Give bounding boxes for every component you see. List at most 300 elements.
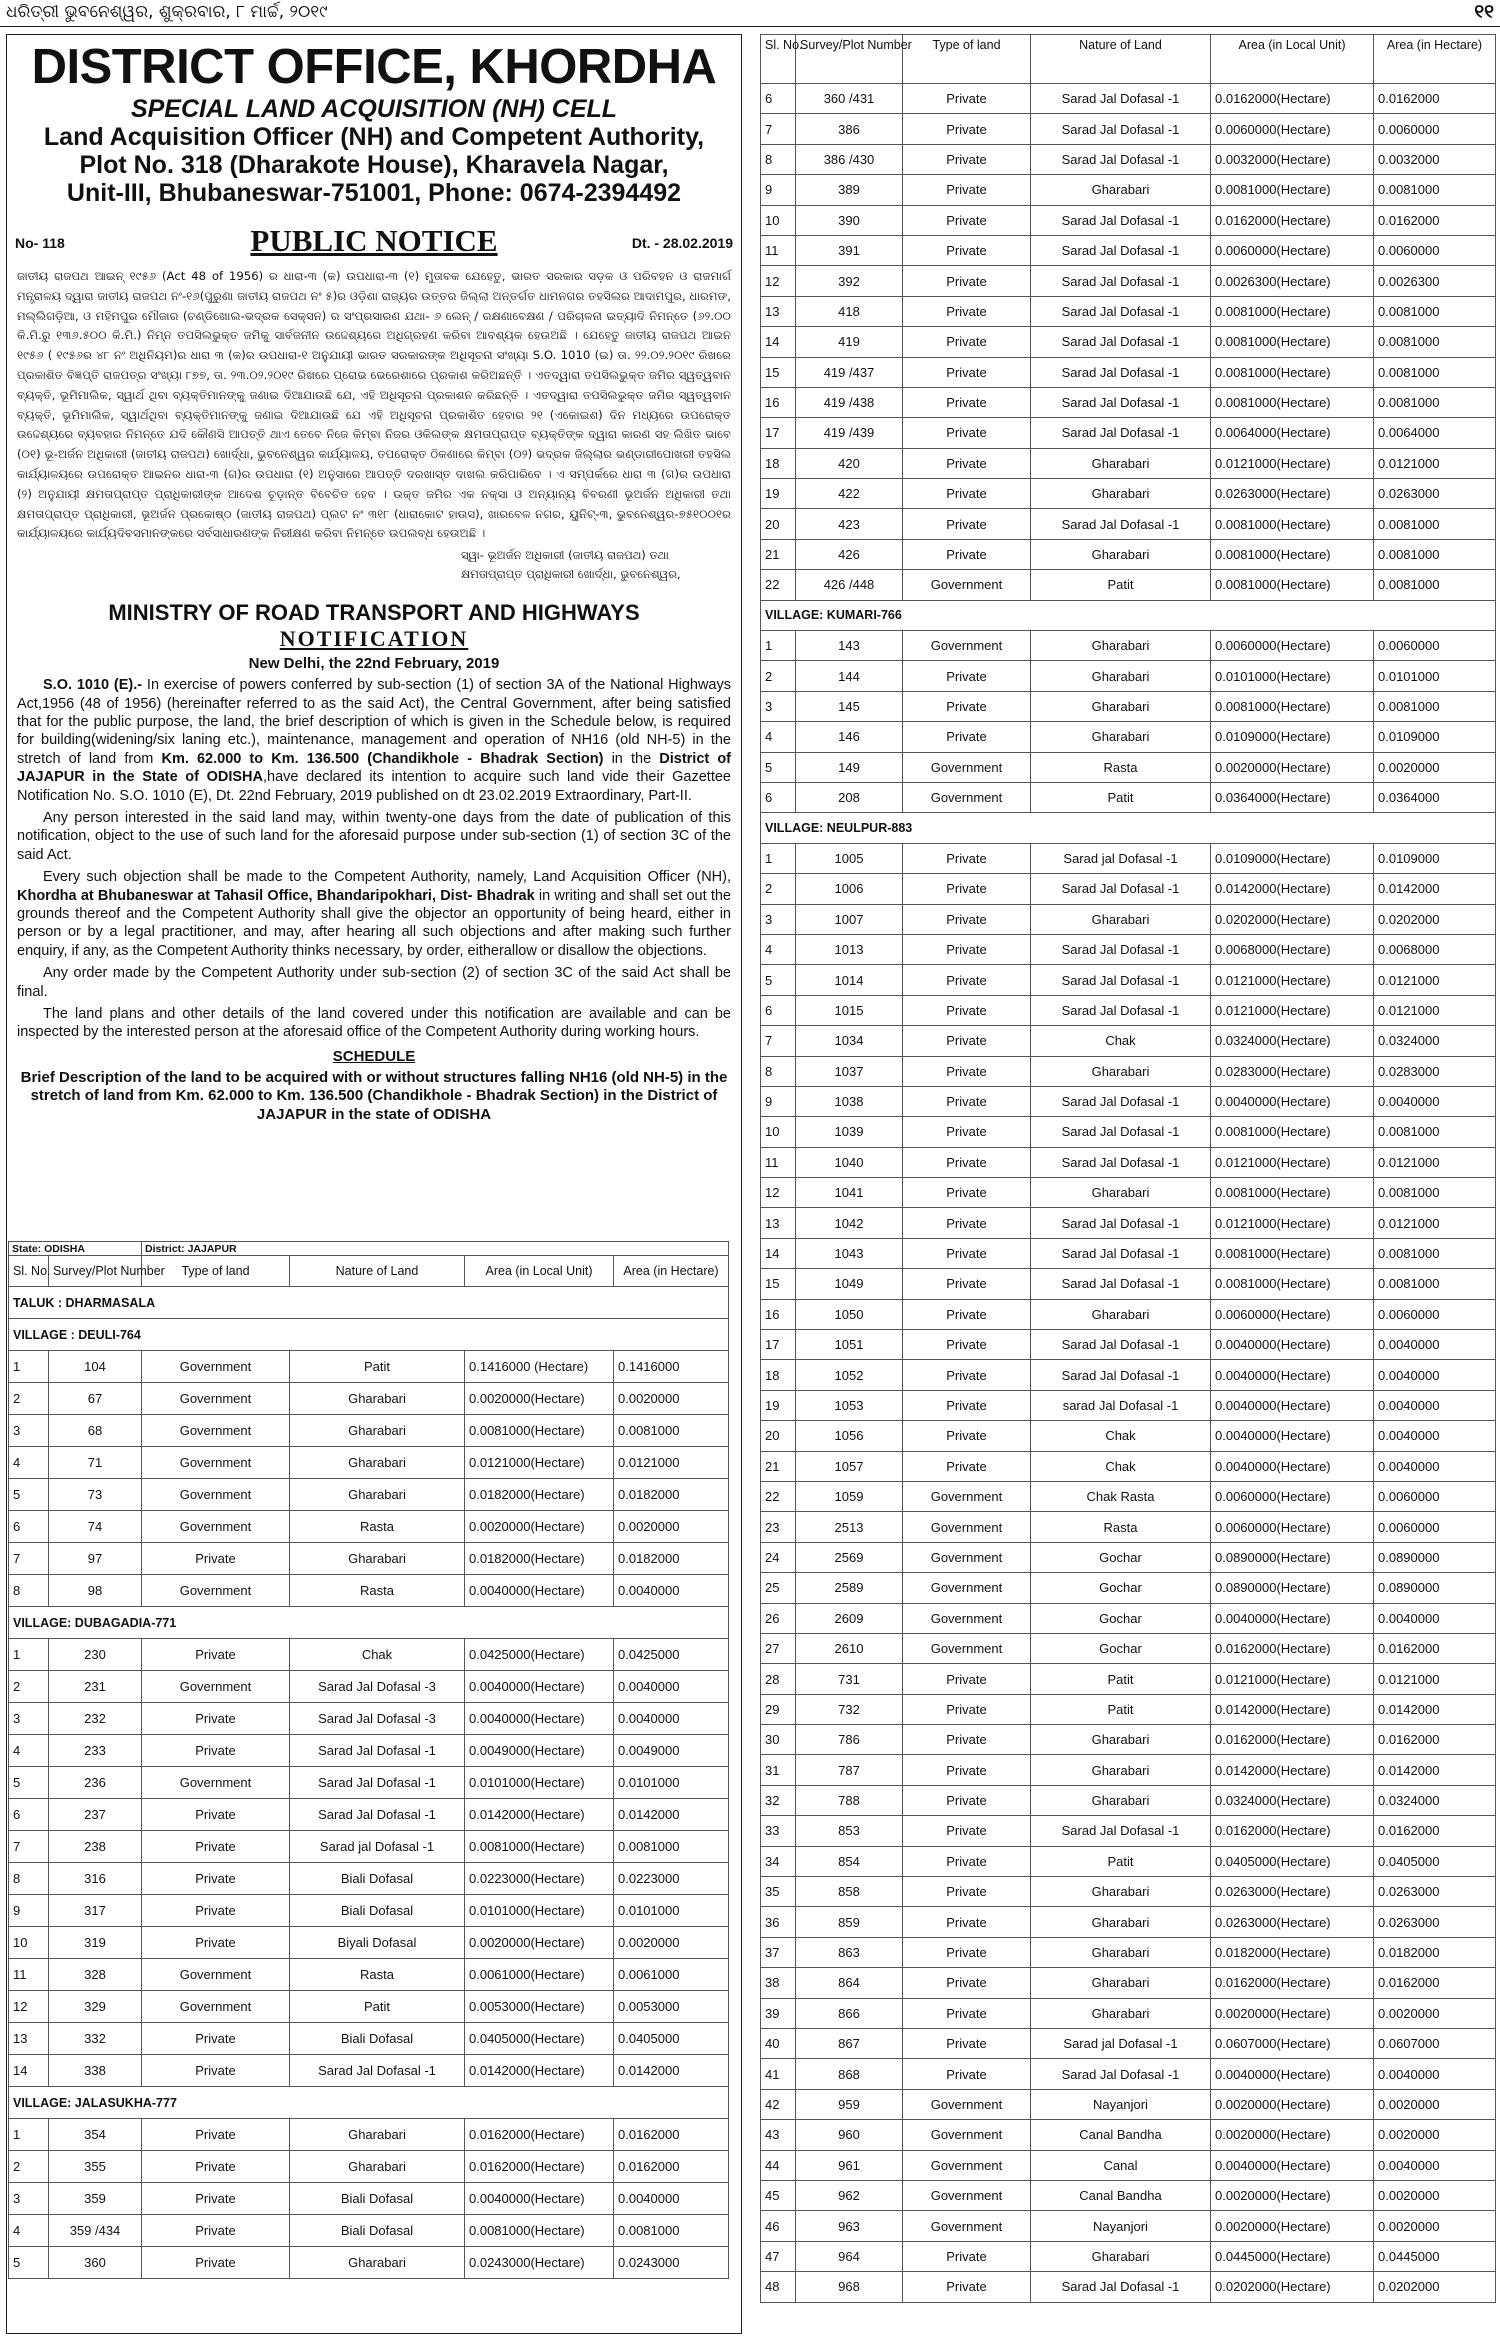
area-local-cell: 0.0223000(Hectare): [465, 1863, 614, 1895]
area-local-cell: 0.0162000(Hectare): [1211, 1633, 1374, 1663]
land-type-cell: Government: [903, 2150, 1031, 2180]
survey-number-cell: 360: [49, 2247, 142, 2279]
sl-no-cell: 1: [9, 1639, 49, 1671]
area-local-cell: 0.0202000(Hectare): [1211, 2272, 1374, 2302]
area-hectare-cell: 0.0081000: [1374, 296, 1496, 326]
table-row: [761, 2059, 1496, 2089]
col-header-sl: Sl. No.: [761, 35, 796, 84]
survey-number-cell: 1037: [796, 1056, 903, 1086]
village-heading-row: [761, 600, 1496, 630]
survey-number-cell: 68: [49, 1415, 142, 1447]
survey-number-cell: 1040: [796, 1147, 903, 1177]
table-row: [761, 1269, 1496, 1299]
land-type-cell: Private: [142, 2055, 290, 2087]
survey-number-cell: 236: [49, 1767, 142, 1799]
area-local-cell: 0.0040000(Hectare): [1211, 1603, 1374, 1633]
area-local-cell: 0.0020000(Hectare): [1211, 752, 1374, 782]
area-local-cell: 0.0142000(Hectare): [465, 1799, 614, 1831]
address-line: Plot No. 318 (Dharakote House), Kharavela Nagar,: [79, 151, 669, 179]
schedule-table-right: [760, 34, 1496, 2303]
table-row: [761, 904, 1496, 934]
area-local-cell: 0.0202000(Hectare): [1211, 904, 1374, 934]
para3-office: Khordha at Bhubaneswar at Tahasil Office, Bhandaripokhari, Dist- Bhadrak: [17, 887, 535, 904]
area-hectare-cell: 0.0020000: [1374, 2089, 1496, 2119]
land-nature-cell: Rasta: [290, 1959, 465, 1991]
area-hectare-cell: 0.0081000: [1374, 1269, 1496, 1299]
area-local-cell: 0.0142000(Hectare): [1211, 874, 1374, 904]
area-local-cell: 0.0040000(Hectare): [465, 1671, 614, 1703]
survey-number-cell: 316: [49, 1863, 142, 1895]
sl-no-cell: 19: [761, 479, 796, 509]
land-nature-cell: sarad Jal Dofasal -1: [1031, 1390, 1211, 1420]
land-nature-cell: Gharabari: [1031, 1877, 1211, 1907]
area-hectare-cell: 0.0020000: [1374, 2120, 1496, 2150]
land-type-cell: Private: [903, 448, 1031, 478]
survey-number-cell: 74: [49, 1511, 142, 1543]
land-type-cell: Private: [142, 1895, 290, 1927]
survey-number-cell: 231: [49, 1671, 142, 1703]
area-hectare-cell: 0.0182000: [614, 1543, 729, 1575]
land-type-cell: Government: [903, 2089, 1031, 2119]
area-local-cell: 0.0060000(Hectare): [1211, 114, 1374, 144]
survey-number-cell: 71: [49, 1447, 142, 1479]
sl-no-cell: 23: [761, 1512, 796, 1542]
sl-no-cell: 35: [761, 1877, 796, 1907]
survey-number-cell: 233: [49, 1735, 142, 1767]
survey-number-cell: 419 /437: [796, 357, 903, 387]
table-row: [761, 2029, 1496, 2059]
area-local-cell: 0.0243000(Hectare): [465, 2247, 614, 2279]
land-type-cell: Private: [903, 1816, 1031, 1846]
area-hectare-cell: 0.0263000: [1374, 1877, 1496, 1907]
land-nature-cell: Sarad Jal Dofasal -1: [1031, 995, 1211, 1025]
sl-no-cell: 46: [761, 2211, 796, 2241]
land-type-cell: Private: [142, 2215, 290, 2247]
land-nature-cell: Biali Dofasal: [290, 2215, 465, 2247]
survey-number-cell: 868: [796, 2059, 903, 2089]
area-hectare-cell: 0.0081000: [1374, 509, 1496, 539]
masthead-date: ଧରିତ୍ରୀ ଭୁବନେଶ୍ୱର, ଶୁକ୍ରବାର, ୮ ମାର୍ଚ୍ଚ, ୨୦୧୯: [6, 2, 328, 22]
sl-no-cell: 7: [9, 1831, 49, 1863]
land-type-cell: Government: [903, 2120, 1031, 2150]
land-nature-cell: Patit: [1031, 1664, 1211, 1694]
para1-text-b: in the: [603, 750, 660, 767]
survey-number-cell: 968: [796, 2272, 903, 2302]
table-row: [761, 539, 1496, 569]
table-row: [9, 1831, 729, 1863]
area-hectare-cell: 0.0121000: [1374, 1147, 1496, 1177]
survey-number-cell: 98: [49, 1575, 142, 1607]
sl-no-cell: 3: [761, 904, 796, 934]
area-local-cell: 0.0405000(Hectare): [465, 2023, 614, 2055]
area-hectare-cell: 0.0032000: [1374, 144, 1496, 174]
area-local-cell: 0.0081000(Hectare): [1211, 1117, 1374, 1147]
survey-number-cell: 1042: [796, 1208, 903, 1238]
table-row: [9, 1671, 729, 1703]
sl-no-cell: 38: [761, 1968, 796, 1998]
sl-no-cell: 4: [761, 934, 796, 964]
land-nature-cell: Gharabari: [1031, 691, 1211, 721]
land-type-cell: Private: [142, 1639, 290, 1671]
table-row: [761, 175, 1496, 205]
area-hectare-cell: 0.0182000: [1374, 1937, 1496, 1967]
land-nature-cell: Gharabari: [1031, 1178, 1211, 1208]
land-nature-cell: Nayanjori: [1031, 2089, 1211, 2119]
area-hectare-cell: 0.0162000: [1374, 1633, 1496, 1663]
sl-no-cell: 6: [9, 1511, 49, 1543]
area-hectare-cell: 0.1416000: [614, 1351, 729, 1383]
notification-paragraph-1: [7, 676, 741, 805]
col-header-area-local: Area (in Local Unit): [465, 1256, 614, 1287]
survey-number-cell: 1005: [796, 843, 903, 873]
so-number: S.O. 1010 (E).-: [43, 677, 143, 694]
area-local-cell: 0.0263000(Hectare): [1211, 1907, 1374, 1937]
survey-number-cell: 788: [796, 1785, 903, 1815]
sl-no-cell: 48: [761, 2272, 796, 2302]
area-hectare-cell: 0.0060000: [1374, 1299, 1496, 1329]
land-type-cell: Government: [142, 1767, 290, 1799]
table-row: [761, 509, 1496, 539]
sl-no-cell: 29: [761, 1694, 796, 1724]
sl-no-cell: 8: [761, 144, 796, 174]
area-hectare-cell: 0.0121000: [614, 1447, 729, 1479]
table-row: [9, 1383, 729, 1415]
land-nature-cell: Sarad Jal Dofasal -1: [1031, 1086, 1211, 1116]
address-phone-line: Unit-III, Bhubaneswar-751001, Phone: 0674-2394492: [66, 179, 682, 207]
sl-no-cell: 5: [761, 965, 796, 995]
area-local-cell: 0.0445000(Hectare): [1211, 2241, 1374, 2271]
land-nature-cell: Sarad Jal Dofasal -1: [1031, 84, 1211, 114]
village-heading-row: [9, 2087, 729, 2119]
land-type-cell: Private: [903, 1451, 1031, 1481]
area-hectare-cell: 0.0162000: [1374, 1816, 1496, 1846]
area-hectare-cell: 0.0162000: [614, 2119, 729, 2151]
sl-no-cell: 5: [761, 752, 796, 782]
area-local-cell: 0.0182000(Hectare): [1211, 1937, 1374, 1967]
land-nature-cell: Sarad Jal Dofasal -1: [1031, 1117, 1211, 1147]
area-local-cell: 0.0026300(Hectare): [1211, 266, 1374, 296]
para1-text-a: In exercise of powers conferred by sub-section (1) of section 3A of the National Highways Act,1956 (48 of 1956) (hereinafter referred to as the said Act), the Central Government, after being satisfied that for the public purpose, the land, the brief description of which is given in the Schedule below, is required for building(widening/six laning etc.), maintenance, management and operation of NH16 (old NH-5) in the stretch of land from: [17, 677, 731, 767]
survey-number-cell: 786: [796, 1725, 903, 1755]
table-row: [9, 1959, 729, 1991]
area-hectare-cell: 0.0109000: [1374, 843, 1496, 873]
land-type-cell: Private: [903, 934, 1031, 964]
table-row: [761, 1573, 1496, 1603]
survey-number-cell: 961: [796, 2150, 903, 2180]
land-nature-cell: Gharabari: [1031, 904, 1211, 934]
sl-no-cell: 43: [761, 2120, 796, 2150]
land-nature-cell: Sarad Jal Dofasal -1: [1031, 418, 1211, 448]
table-row: [761, 205, 1496, 235]
table-row: [761, 2150, 1496, 2180]
land-type-cell: Private: [903, 1755, 1031, 1785]
survey-number-cell: 1050: [796, 1299, 903, 1329]
land-nature-cell: Patit: [1031, 570, 1211, 600]
col-header-type: Type of land: [142, 1256, 290, 1287]
table-row: [9, 2183, 729, 2215]
sl-no-cell: 32: [761, 1785, 796, 1815]
land-nature-cell: Chak: [1031, 1026, 1211, 1056]
area-local-cell: 0.0109000(Hectare): [1211, 843, 1374, 873]
land-nature-cell: Rasta: [1031, 752, 1211, 782]
area-local-cell: 0.0020000(Hectare): [1211, 1998, 1374, 2028]
area-local-cell: 0.0060000(Hectare): [1211, 1512, 1374, 1542]
land-nature-cell: Chak Rasta: [1031, 1481, 1211, 1511]
land-type-cell: Private: [903, 965, 1031, 995]
table-row: [9, 1351, 729, 1383]
land-type-cell: Private: [142, 2119, 290, 2151]
table-row: [761, 1086, 1496, 1116]
sl-no-cell: 8: [9, 1575, 49, 1607]
land-nature-cell: Rasta: [290, 1511, 465, 1543]
survey-number-cell: 867: [796, 2029, 903, 2059]
land-type-cell: Private: [903, 1360, 1031, 1390]
survey-number-cell: 391: [796, 235, 903, 265]
area-hectare-cell: 0.0101000: [1374, 661, 1496, 691]
land-type-cell: Private: [903, 661, 1031, 691]
sl-no-cell: 4: [9, 2215, 49, 2247]
sl-no-cell: 4: [9, 1735, 49, 1767]
land-type-cell: Government: [142, 1383, 290, 1415]
land-nature-cell: Sarad Jal Dofasal -1: [1031, 934, 1211, 964]
sl-no-cell: 27: [761, 1633, 796, 1663]
land-nature-cell: Chak: [290, 1639, 465, 1671]
land-type-cell: Private: [142, 2183, 290, 2215]
land-type-cell: Private: [903, 1238, 1031, 1268]
table-row: [761, 266, 1496, 296]
sl-no-cell: 30: [761, 1725, 796, 1755]
table-row: [761, 1330, 1496, 1360]
sl-no-cell: 8: [9, 1863, 49, 1895]
land-nature-cell: Gochar: [1031, 1573, 1211, 1603]
land-nature-cell: Sarad jal Dofasal -1: [290, 1831, 465, 1863]
area-local-cell: 0.0040000(Hectare): [1211, 1451, 1374, 1481]
land-type-cell: Private: [903, 1846, 1031, 1876]
table-row: [761, 782, 1496, 812]
land-nature-cell: Sarad Jal Dofasal -1: [1031, 387, 1211, 417]
land-nature-cell: Sarad Jal Dofasal -1: [1031, 2272, 1211, 2302]
survey-number-cell: 392: [796, 266, 903, 296]
land-type-cell: Private: [903, 84, 1031, 114]
land-type-cell: Private: [142, 1735, 290, 1767]
area-local-cell: 0.0020000(Hectare): [465, 1927, 614, 1959]
land-type-cell: Private: [903, 144, 1031, 174]
land-type-cell: Private: [903, 114, 1031, 144]
col-header-sl: Sl. No.: [9, 1256, 49, 1287]
sl-no-cell: 22: [761, 1481, 796, 1511]
page-number: ୧୧: [1474, 1, 1494, 23]
table-row: [761, 1360, 1496, 1390]
col-header-nature: Nature of Land: [290, 1256, 465, 1287]
table-row: [761, 1725, 1496, 1755]
table-row: [761, 1512, 1496, 1542]
area-local-cell: 0.0607000(Hectare): [1211, 2029, 1374, 2059]
sl-no-cell: 15: [761, 1269, 796, 1299]
land-nature-cell: Patit: [1031, 782, 1211, 812]
table-row: [9, 1511, 729, 1543]
land-nature-cell: Rasta: [1031, 1512, 1211, 1542]
survey-number-cell: 787: [796, 1755, 903, 1785]
land-type-cell: Private: [142, 1927, 290, 1959]
area-hectare-cell: 0.0202000: [1374, 2272, 1496, 2302]
village-name: VILLAGE: JALASUKHA-777: [9, 2087, 729, 2119]
table-row: [9, 2055, 729, 2087]
survey-number-cell: 419 /439: [796, 418, 903, 448]
area-hectare-cell: 0.0068000: [1374, 934, 1496, 964]
area-local-cell: 0.0162000(Hectare): [465, 2151, 614, 2183]
table-row: [9, 1415, 729, 1447]
sl-no-cell: 39: [761, 1998, 796, 2028]
land-type-cell: Private: [903, 1178, 1031, 1208]
land-type-cell: Private: [142, 2247, 290, 2279]
table-row: [761, 2272, 1496, 2302]
survey-number-cell: 359: [49, 2183, 142, 2215]
survey-number-cell: 864: [796, 1968, 903, 1998]
area-local-cell: 0.0121000(Hectare): [465, 1447, 614, 1479]
survey-number-cell: 863: [796, 1937, 903, 1967]
land-nature-cell: Sarad Jal Dofasal -1: [1031, 205, 1211, 235]
area-local-cell: 0.0081000(Hectare): [1211, 1178, 1374, 1208]
table-row: [9, 1703, 729, 1735]
land-nature-cell: Sarad Jal Dofasal -1: [1031, 266, 1211, 296]
land-type-cell: Government: [142, 1959, 290, 1991]
cell-name: SPECIAL LAND ACQUISITION (NH) CELL: [130, 95, 618, 123]
sl-no-cell: 31: [761, 1755, 796, 1785]
area-hectare-cell: 0.0162000: [1374, 1968, 1496, 1998]
land-type-cell: Private: [903, 205, 1031, 235]
table-row: [761, 1603, 1496, 1633]
area-local-cell: 0.0040000(Hectare): [1211, 2059, 1374, 2089]
sl-no-cell: 11: [761, 1147, 796, 1177]
land-type-cell: Private: [903, 691, 1031, 721]
area-local-cell: 0.0040000(Hectare): [465, 2183, 614, 2215]
area-hectare-cell: 0.0060000: [1374, 1481, 1496, 1511]
table-row: [761, 1633, 1496, 1663]
sl-no-cell: 17: [761, 418, 796, 448]
schedule-table-left: [8, 1241, 729, 2279]
land-nature-cell: Sarad Jal Dofasal -1: [1031, 1208, 1211, 1238]
sl-no-cell: 6: [761, 84, 796, 114]
sl-no-cell: 10: [761, 1117, 796, 1147]
sl-no-cell: 41: [761, 2059, 796, 2089]
survey-number-cell: 2589: [796, 1573, 903, 1603]
land-nature-cell: Sarad Jal Dofasal -1: [1031, 1816, 1211, 1846]
land-nature-cell: Chak: [1031, 1451, 1211, 1481]
area-local-cell: 0.0425000(Hectare): [465, 1639, 614, 1671]
land-type-cell: Government: [142, 1575, 290, 1607]
area-local-cell: 0.0162000(Hectare): [465, 2119, 614, 2151]
table-header-row: [9, 1256, 729, 1287]
table-row: [761, 1390, 1496, 1420]
sl-no-cell: 22: [761, 570, 796, 600]
land-type-cell: Government: [903, 1542, 1031, 1572]
land-type-cell: Government: [903, 752, 1031, 782]
table-row: [761, 1421, 1496, 1451]
land-type-cell: Private: [903, 266, 1031, 296]
table-row: [761, 1785, 1496, 1815]
sl-no-cell: 3: [761, 691, 796, 721]
area-hectare-cell: 0.0040000: [614, 1671, 729, 1703]
table-row: [761, 1026, 1496, 1056]
table-row: [761, 1117, 1496, 1147]
area-hectare-cell: 0.0890000: [1374, 1542, 1496, 1572]
area-local-cell: 0.0040000(Hectare): [1211, 1086, 1374, 1116]
sl-no-cell: 28: [761, 1664, 796, 1694]
area-local-cell: 0.0060000(Hectare): [1211, 1299, 1374, 1329]
area-local-cell: 0.0040000(Hectare): [1211, 1330, 1374, 1360]
land-type-cell: Private: [903, 1208, 1031, 1238]
land-nature-cell: Sarad Jal Dofasal -1: [290, 2055, 465, 2087]
area-hectare-cell: 0.0182000: [614, 1479, 729, 1511]
land-type-cell: Private: [903, 235, 1031, 265]
land-nature-cell: Gharabari: [1031, 1056, 1211, 1086]
survey-number-cell: 230: [49, 1639, 142, 1671]
area-hectare-cell: 0.0223000: [614, 1863, 729, 1895]
area-hectare-cell: 0.0053000: [614, 1991, 729, 2023]
survey-number-cell: 1013: [796, 934, 903, 964]
land-nature-cell: Gharabari: [1031, 1299, 1211, 1329]
survey-number-cell: 317: [49, 1895, 142, 1927]
survey-number-cell: 1059: [796, 1481, 903, 1511]
area-local-cell: 0.0060000(Hectare): [1211, 235, 1374, 265]
land-type-cell: Private: [903, 327, 1031, 357]
survey-number-cell: 97: [49, 1543, 142, 1575]
area-hectare-cell: 0.0040000: [1374, 1086, 1496, 1116]
land-type-cell: Private: [903, 1147, 1031, 1177]
sl-no-cell: 17: [761, 1330, 796, 1360]
table-row: [761, 1451, 1496, 1481]
land-type-cell: Private: [142, 1703, 290, 1735]
village-name: VILLAGE : DEULI-764: [9, 1319, 729, 1351]
land-type-cell: Private: [903, 387, 1031, 417]
area-hectare-cell: 0.0445000: [1374, 2241, 1496, 2271]
land-type-cell: Private: [903, 843, 1031, 873]
land-type-cell: Private: [903, 539, 1031, 569]
area-hectare-cell: 0.0081000: [614, 1415, 729, 1447]
area-hectare-cell: 0.0049000: [614, 1735, 729, 1767]
land-type-cell: Private: [903, 1117, 1031, 1147]
survey-number-cell: 386: [796, 114, 903, 144]
land-type-cell: Private: [903, 509, 1031, 539]
newspaper-masthead: [0, 0, 1500, 27]
area-hectare-cell: 0.0020000: [1374, 752, 1496, 782]
land-type-cell: Government: [903, 1633, 1031, 1663]
land-type-cell: Government: [142, 1671, 290, 1703]
area-hectare-cell: 0.0040000: [1374, 1330, 1496, 1360]
land-nature-cell: Gharabari: [290, 2151, 465, 2183]
table-row: [761, 1877, 1496, 1907]
area-hectare-cell: 0.0142000: [614, 1799, 729, 1831]
survey-number-cell: 423: [796, 509, 903, 539]
office-title: DISTRICT OFFICE, KHORDHA: [31, 40, 717, 94]
area-hectare-cell: 0.0607000: [1374, 2029, 1496, 2059]
survey-number-cell: 146: [796, 722, 903, 752]
table-row: [9, 1927, 729, 1959]
table-row: [9, 2215, 729, 2247]
area-hectare-cell: 0.0081000: [1374, 570, 1496, 600]
sl-no-cell: 10: [761, 205, 796, 235]
land-nature-cell: Patit: [290, 1991, 465, 2023]
survey-number-cell: 329: [49, 1991, 142, 2023]
survey-number-cell: 422: [796, 479, 903, 509]
survey-number-cell: 1007: [796, 904, 903, 934]
land-type-cell: Private: [903, 296, 1031, 326]
state-label: State: ODISHA: [9, 1242, 142, 1256]
land-nature-cell: Patit: [290, 1351, 465, 1383]
area-local-cell: 0.0142000(Hectare): [1211, 1694, 1374, 1724]
land-nature-cell: Sarad Jal Dofasal -1: [1031, 144, 1211, 174]
land-nature-cell: Gharabari: [290, 1543, 465, 1575]
